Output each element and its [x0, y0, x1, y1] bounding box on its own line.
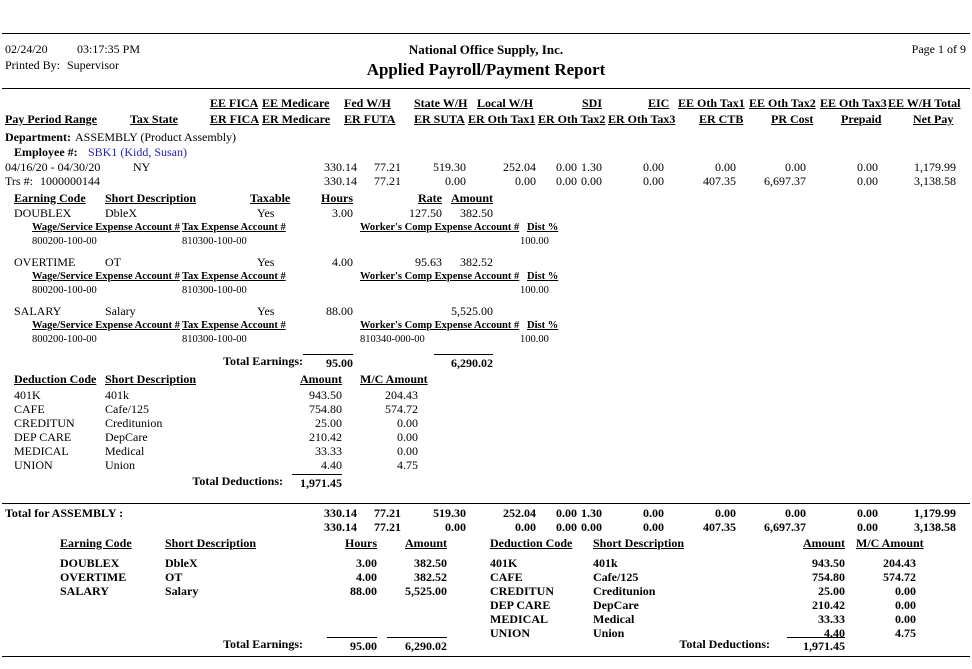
summary-row: [0, 598, 972, 612]
tax-value-cell: 77.21: [374, 174, 401, 188]
total-earnings-hours: 95.00: [327, 637, 377, 654]
col-header: ER FICA: [210, 112, 260, 126]
rule-top: [2, 33, 970, 34]
earning-desc: Salary: [165, 584, 199, 598]
earning-amount: 382.52: [414, 570, 447, 584]
earning-desc: OT: [105, 255, 121, 269]
earning-hours: 3.00: [356, 556, 377, 570]
deduction-amount: 754.80: [309, 402, 342, 416]
earning-desc: DbleX: [165, 556, 198, 570]
deduction-code: 401K: [14, 388, 41, 402]
dist-percent: 100.00: [520, 334, 549, 345]
account-header-row: [0, 271, 972, 285]
tax-value-cell: 3,138.58: [914, 520, 956, 534]
summary-row: [0, 556, 972, 570]
tax-value-cell: 0.00: [857, 506, 878, 520]
earning-taxable: Yes: [257, 304, 275, 318]
earning-amount: 382.50: [460, 206, 493, 220]
deduction-mc-amount: 0.00: [895, 584, 916, 598]
deduction-desc: Medical: [593, 612, 635, 626]
title-row: [0, 60, 972, 82]
tax-value-cell: 0.00: [556, 506, 577, 520]
deduction-desc: DepCare: [593, 598, 639, 612]
total-earnings-amount: 6,290.02: [387, 637, 447, 654]
tax-value-cell: 0.00: [715, 160, 736, 174]
earning-taxable: Yes: [257, 255, 275, 269]
tax-header-row-1: [0, 96, 972, 110]
col-header-tax-state: Tax State: [130, 112, 178, 126]
col-header: ER SUTA: [414, 112, 465, 126]
earning-hours: 3.00: [332, 206, 353, 220]
tax-value-cell: 0.00: [556, 174, 577, 188]
col-header: Deduction Code: [490, 536, 573, 550]
deduction-mc-amount: 4.75: [895, 626, 916, 640]
summary-row: [0, 584, 972, 598]
deduction-mc-amount: 0.00: [397, 430, 418, 444]
print-date: 02/24/20: [5, 42, 48, 56]
col-header: Short Description: [105, 191, 196, 205]
print-time: 03:17:35 PM: [77, 42, 141, 56]
col-header: Earning Code: [60, 536, 132, 550]
dept-total-label: Total for ASSEMBLY :: [5, 506, 124, 520]
employee-row: [0, 145, 972, 159]
col-header: Wage/Service Expense Account #: [32, 222, 180, 233]
earning-desc: DbleX: [105, 206, 137, 220]
tax-value-cell: 0.00: [581, 174, 602, 188]
employee-tax-row-2: [0, 174, 972, 188]
department-value: ASSEMBLY (Product Assembly): [75, 130, 237, 144]
employee-label: Employee #:: [14, 145, 78, 159]
wage-account: 800200-100-00: [32, 285, 97, 296]
earning-code: OVERTIME: [14, 255, 76, 269]
summary-row: [0, 570, 972, 584]
col-header: EE W/H Total: [888, 96, 961, 110]
summary-row: [0, 612, 972, 626]
deduction-amount: 25.00: [315, 416, 342, 430]
tax-value-cell: 1,179.99: [914, 160, 956, 174]
earning-hours: 4.00: [332, 255, 353, 269]
col-header: M/C Amount: [360, 372, 428, 386]
col-header: M/C Amount: [856, 536, 924, 550]
col-header: Prepaid: [841, 112, 882, 126]
printed-by-label: Printed By:: [5, 58, 61, 72]
deduction-desc: Medical: [105, 444, 145, 458]
deduction-code: CREDITUN: [490, 584, 555, 598]
deduction-code: CREDITUN: [14, 416, 75, 430]
tax-value-cell: 0.00: [643, 506, 664, 520]
col-header: Dist %: [527, 320, 559, 331]
col-header: Dist %: [527, 222, 559, 233]
col-header: ER FUTA: [344, 112, 396, 126]
deduction-mc-amount: 204.43: [883, 556, 916, 570]
deduction-desc: Creditunion: [593, 584, 656, 598]
tax-value-cell: 1.30: [581, 160, 602, 174]
tax-value-cell: 0.00: [643, 174, 664, 188]
col-header: Fed W/H: [344, 96, 391, 110]
deduction-mc-amount: 0.00: [895, 598, 916, 612]
col-header: Amount: [802, 536, 845, 550]
tax-account: 810300-100-00: [182, 285, 247, 296]
total-deductions-label: Total Deductions:: [679, 637, 770, 651]
account-value-row: [0, 285, 972, 299]
col-header: Tax Expense Account #: [182, 320, 286, 331]
rule-under-title: [2, 88, 970, 89]
deduction-mc-amount: 0.00: [397, 416, 418, 430]
deduction-amount: 33.33: [315, 444, 342, 458]
employee-tax-row-1: [0, 160, 972, 174]
tax-value-cell: 330.14: [324, 506, 357, 520]
tax-value-cell: 0.00: [515, 520, 536, 534]
total-deductions-label: Total Deductions:: [192, 474, 283, 488]
col-header: Dist %: [527, 271, 559, 282]
deduction-code: DEP CARE: [490, 598, 551, 612]
tax-value-cell: 0.00: [643, 160, 664, 174]
deduction-desc: 401k: [593, 556, 618, 570]
col-header: ER CTB: [699, 112, 744, 126]
tax-value-cell: 0.00: [715, 506, 736, 520]
summary-totals-row: [0, 637, 972, 651]
col-header: EE Medicare: [262, 96, 330, 110]
deduction-code: UNION: [490, 626, 531, 640]
department-row: [0, 130, 972, 144]
wc-account: 810340-000-00: [360, 334, 425, 345]
tax-value-cell: 77.21: [374, 520, 401, 534]
deduction-desc: Union: [593, 626, 625, 640]
earning-desc: OT: [165, 570, 183, 584]
department-label: Department:: [5, 130, 71, 144]
deduction-mc-amount: 574.72: [385, 402, 418, 416]
company-name: National Office Supply, Inc.: [408, 42, 564, 57]
col-header: ER Oth Tax2: [538, 112, 606, 126]
col-header: Hours: [344, 536, 377, 550]
tax-value-cell: 0.00: [785, 506, 806, 520]
earning-hours: 88.00: [350, 584, 377, 598]
col-header: Net Pay: [913, 112, 954, 126]
earning-taxable: Yes: [257, 206, 275, 220]
tax-value-cell: 0.00: [581, 520, 602, 534]
dist-percent: 100.00: [520, 285, 549, 296]
col-header: PR Cost: [771, 112, 814, 126]
tax-value-cell: 1.30: [581, 506, 602, 520]
wage-account: 800200-100-00: [32, 334, 97, 345]
tax-value-cell: 407.35: [703, 520, 736, 534]
deduction-row: [0, 416, 972, 430]
tax-value-cell: 519.30: [433, 160, 466, 174]
deduction-desc: Cafe/125: [105, 402, 149, 416]
tax-value-cell: 0.00: [445, 520, 466, 534]
earning-hours: 4.00: [356, 570, 377, 584]
col-header-pay-period: Pay Period Range: [5, 112, 97, 126]
earning-code: DOUBLEX: [60, 556, 120, 570]
col-header: EE FICA: [210, 96, 259, 110]
col-header: Worker's Comp Expense Account #: [360, 222, 520, 233]
col-header: Local W/H: [477, 96, 534, 110]
dept-total-row-1: [0, 506, 972, 520]
total-earnings-amount: 6,290.02: [434, 354, 493, 371]
earning-code: OVERTIME: [60, 570, 127, 584]
earnings-header-row: [0, 191, 972, 205]
deduction-code: MEDICAL: [14, 444, 69, 458]
col-header: State W/H: [414, 96, 468, 110]
deductions-header-row: [0, 372, 972, 386]
deduction-amount: 33.33: [818, 612, 845, 626]
account-header-row: [0, 222, 972, 236]
earning-hours: 88.00: [326, 304, 353, 318]
deduction-row: [0, 430, 972, 444]
deduction-code: MEDICAL: [490, 612, 549, 626]
employee-link[interactable]: SBK1 (Kidd, Susan): [88, 145, 188, 159]
total-earnings-label: Total Earnings:: [223, 637, 303, 651]
earning-code: SALARY: [14, 304, 62, 318]
earning-desc: Salary: [105, 304, 136, 318]
wage-account: 800200-100-00: [32, 236, 97, 247]
deduction-row: [0, 458, 972, 472]
deduction-mc-amount: 574.72: [883, 570, 916, 584]
rule-dept-total: [2, 503, 970, 504]
earning-code: SALARY: [60, 584, 109, 598]
earning-row: [0, 304, 972, 318]
tax-value-cell: 330.14: [324, 174, 357, 188]
tax-value-cell: 3,138.58: [914, 174, 956, 188]
tax-header-row-2: [0, 112, 972, 126]
deduction-amount: 754.80: [812, 570, 845, 584]
deduction-code: CAFE: [490, 570, 523, 584]
col-header: Short Description: [165, 536, 256, 550]
col-header: Short Description: [105, 372, 196, 386]
total-earnings-label: Total Earnings:: [223, 354, 303, 368]
trs-label: Trs #:: [5, 174, 33, 188]
col-header: Earning Code: [14, 191, 86, 205]
deduction-code: 401K: [490, 556, 518, 570]
deduction-mc-amount: 0.00: [397, 444, 418, 458]
earning-rate: 95.63: [415, 255, 442, 269]
col-header: EE Oth Tax3: [820, 96, 887, 110]
deduction-amount: 210.42: [812, 598, 845, 612]
trs-number: 1000000144: [40, 174, 100, 188]
earning-row: [0, 206, 972, 220]
total-deductions-amount: 1,971.45: [787, 637, 845, 654]
meta-row: [0, 42, 972, 56]
tax-value-cell: 330.14: [324, 160, 357, 174]
earning-amount: 5,525.00: [405, 584, 447, 598]
deduction-desc: DepCare: [105, 430, 148, 444]
deduction-desc: Creditunion: [105, 416, 163, 430]
total-deductions-amount: 1,971.45: [292, 474, 342, 491]
tax-value-cell: 0.00: [857, 174, 878, 188]
col-header: ER Oth Tax3: [608, 112, 676, 126]
col-header: Amount: [450, 191, 493, 205]
rule-bottom: [2, 656, 970, 657]
col-header: Wage/Service Expense Account #: [32, 320, 180, 331]
deduction-amount: 943.50: [309, 388, 342, 402]
deduction-amount: 25.00: [818, 584, 845, 598]
col-header: ER Medicare: [262, 112, 331, 126]
deduction-code: DEP CARE: [14, 430, 72, 444]
col-header: Wage/Service Expense Account #: [32, 271, 180, 282]
tax-value-cell: 0.00: [515, 174, 536, 188]
deduction-mc-amount: 4.75: [397, 458, 418, 472]
total-earnings-row: [0, 354, 972, 368]
col-header: Tax Expense Account #: [182, 271, 286, 282]
col-header: Amount: [299, 372, 342, 386]
col-header: SDI: [582, 96, 603, 110]
tax-value-cell: 0.00: [857, 520, 878, 534]
col-header: ER Oth Tax1: [468, 112, 536, 126]
tax-value-cell: 0.00: [785, 160, 806, 174]
report-title: Applied Payroll/Payment Report: [366, 60, 606, 79]
deduction-row: [0, 402, 972, 416]
tax-value-cell: 0.00: [445, 174, 466, 188]
earning-code: DOUBLEX: [14, 206, 72, 220]
deduction-mc-amount: 0.00: [895, 612, 916, 626]
col-header: Tax Expense Account #: [182, 222, 286, 233]
tax-value-cell: 0.00: [556, 160, 577, 174]
earning-row: [0, 255, 972, 269]
col-header: Short Description: [593, 536, 684, 550]
dist-percent: 100.00: [520, 236, 549, 247]
tax-value-cell: 252.04: [503, 160, 536, 174]
page-indicator: Page 1 of 9: [911, 42, 966, 56]
col-header: EE Oth Tax1: [678, 96, 745, 110]
tax-value-cell: 0.00: [643, 520, 664, 534]
col-header: EIC: [648, 96, 670, 110]
dept-total-row-2: [0, 520, 972, 534]
col-header: Worker's Comp Expense Account #: [360, 320, 520, 331]
deduction-desc: Union: [105, 458, 135, 472]
tax-value-cell: 252.04: [503, 506, 536, 520]
col-header: Worker's Comp Expense Account #: [360, 271, 520, 282]
deduction-amount: 4.40: [824, 626, 845, 640]
total-deductions-row: [0, 474, 972, 488]
col-header: Hours: [320, 191, 353, 205]
summary-header-row: [0, 536, 972, 550]
col-header: Amount: [404, 536, 447, 550]
deduction-desc: Cafe/125: [593, 570, 639, 584]
tax-value-cell: 407.35: [703, 174, 736, 188]
tax-account: 810300-100-00: [182, 334, 247, 345]
deduction-mc-amount: 204.43: [385, 388, 418, 402]
account-header-row: [0, 320, 972, 334]
col-header: EE Oth Tax2: [749, 96, 816, 110]
printed-by-value: Supervisor: [67, 58, 119, 72]
deduction-row: [0, 388, 972, 402]
tax-value-cell: 330.14: [324, 520, 357, 534]
deduction-row: [0, 444, 972, 458]
tax-value-cell: 6,697.37: [764, 174, 806, 188]
col-header: Rate: [418, 191, 442, 205]
account-value-row: [0, 334, 972, 348]
deduction-amount: 943.50: [812, 556, 845, 570]
tax-value-cell: 0.00: [857, 160, 878, 174]
account-value-row: [0, 236, 972, 250]
earning-rate: 127.50: [409, 206, 442, 220]
deduction-code: CAFE: [14, 402, 45, 416]
tax-value-cell: 1,179.99: [914, 506, 956, 520]
tax-value-cell: 77.21: [374, 506, 401, 520]
tax-value-cell: 77.21: [374, 160, 401, 174]
tax-state-value: NY: [133, 160, 151, 174]
tax-account: 810300-100-00: [182, 236, 247, 247]
pay-period-range: 04/16/20 - 04/30/20: [5, 160, 101, 174]
total-earnings-hours: 95.00: [303, 354, 353, 371]
earning-amount: 382.52: [460, 255, 493, 269]
deduction-amount: 4.40: [321, 458, 342, 472]
col-header: Taxable: [250, 191, 291, 205]
tax-value-cell: 519.30: [433, 506, 466, 520]
earning-amount: 5,525.00: [451, 304, 493, 318]
deduction-code: UNION: [14, 458, 53, 472]
deduction-desc: 401k: [105, 388, 129, 402]
tax-value-cell: 0.00: [556, 520, 577, 534]
tax-value-cell: 6,697.37: [764, 520, 806, 534]
deduction-amount: 210.42: [309, 430, 342, 444]
col-header: Deduction Code: [14, 372, 97, 386]
earning-amount: 382.50: [414, 556, 447, 570]
